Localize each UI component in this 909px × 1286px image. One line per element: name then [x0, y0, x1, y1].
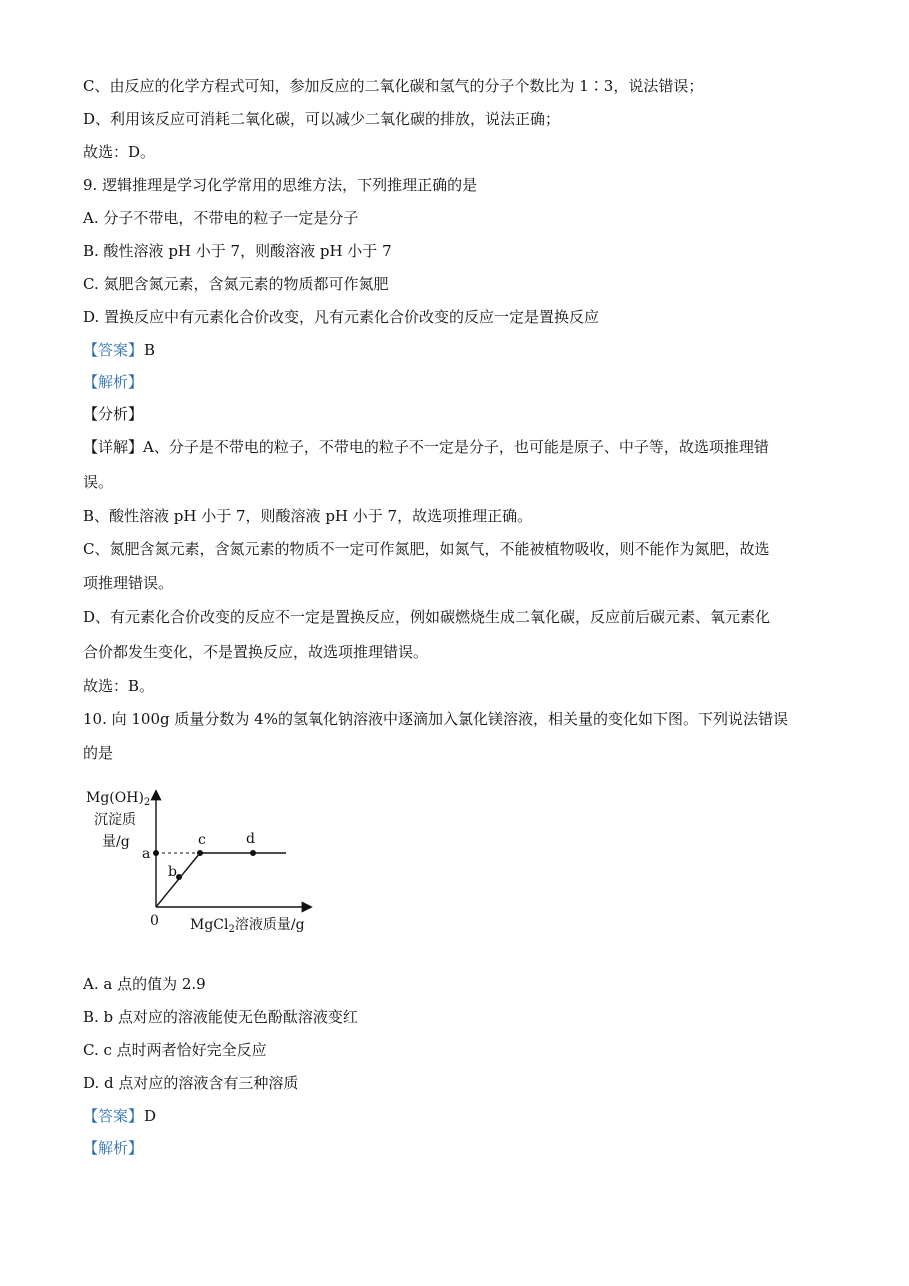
point-a [153, 850, 159, 856]
question-9-answer [83, 340, 849, 360]
question-10-stem: 10. 向 100g 质量分数为 4%的氢氧化钠溶液中逐滴加入氯化镁溶液，相关量的变化如下图。下列说法错误 [83, 710, 788, 728]
answer-value: D [144, 1107, 157, 1125]
origin-label: 0 [150, 913, 159, 929]
analysis-tag: 【解析】 [83, 373, 144, 391]
question-10-option-d: D. d 点对应的溶液含有三种溶质 [83, 1074, 299, 1092]
detail-tag: 【详解】 [83, 438, 144, 456]
question-9-option-a: A. 分子不带电，不带电的粒子一定是分子 [83, 209, 359, 227]
point-c [197, 850, 203, 856]
detail-text: A、分子是不带电的粒子，不带电的粒子不一定是分子，也可能是原子、中子等，故选项推理错 [143, 438, 769, 456]
label-b: b [168, 864, 177, 880]
question-9-option-d: D. 置换反应中有元素化合价改变，凡有元素化合价改变的反应一定是置换反应 [83, 308, 600, 326]
answer-value: B [144, 341, 156, 359]
answer-tag: 【答案】 [83, 1107, 144, 1125]
label-c: c [198, 832, 206, 848]
question-10-option-a: A. a 点的值为 2.9 [83, 975, 206, 993]
detail-line: B、酸性溶液 pH 小于 7，则酸溶液 pH 小于 7，故选项推理正确。 [83, 507, 533, 525]
curve-rising [156, 853, 200, 907]
detail-line [83, 437, 849, 457]
analysis-tag: 【解析】 [83, 1139, 144, 1157]
text-line: D、利用该反应可消耗二氧化碳，可以减少二氧化碳的排放，说法正确； [83, 110, 561, 128]
y-axis-label-2: 沉淀质 [94, 812, 136, 828]
point-d [250, 850, 256, 856]
detail-line: 项推理错误。 [83, 574, 174, 592]
answer-tag: 【答案】 [83, 341, 144, 359]
text-line: 故选：D。 [83, 143, 156, 161]
detail-line: C、氮肥含氮元素，含氮元素的物质不一定可作氮肥，如氮气，不能被植物吸收，则不能作为氮肥，故选 [83, 540, 770, 558]
fenxi-tag: 【分析】 [83, 405, 144, 423]
question-9-option-c: C. 氮肥含氮元素，含氮元素的物质都可作氮肥 [83, 275, 389, 293]
question-10-stem: 的是 [83, 744, 114, 762]
precipitate-mass-graph [80, 780, 330, 940]
detail-line: 合价都发生变化，不是置换反应，故选项推理错误。 [83, 643, 429, 661]
question-9-stem: 9. 逻辑推理是学习化学常用的思维方法，下列推理正确的是 [83, 176, 478, 194]
y-axis-label: $Mg(OH)_2$ [86, 790, 151, 808]
y-axis-label-3: 量/g [102, 834, 130, 850]
text-line: C、由反应的化学方程式可知，参加反应的二氧化碳和氢气的分子个数比为 1∶3，说法错误； [83, 77, 704, 95]
label-a: a [142, 846, 151, 862]
detail-line: 故选：B。 [83, 677, 155, 695]
label-d: d [246, 831, 255, 847]
x-axis-label: MgCl$_2$溶液质量/g [190, 917, 305, 935]
question-10-option-c: C. c 点时两者恰好完全反应 [83, 1041, 267, 1059]
question-9-option-b: B. 酸性溶液 pH 小于 7，则酸溶液 pH 小于 7 [83, 242, 392, 260]
detail-line: 误。 [83, 473, 114, 491]
question-10-option-b: B. b 点对应的溶液能使无色酚酞溶液变红 [83, 1008, 358, 1026]
detail-line: D、有元素化合价改变的反应不一定是置换反应，例如碳燃烧生成二氧化碳，反应前后碳元素、氧元素化 [83, 608, 771, 626]
question-10-answer [83, 1106, 849, 1126]
